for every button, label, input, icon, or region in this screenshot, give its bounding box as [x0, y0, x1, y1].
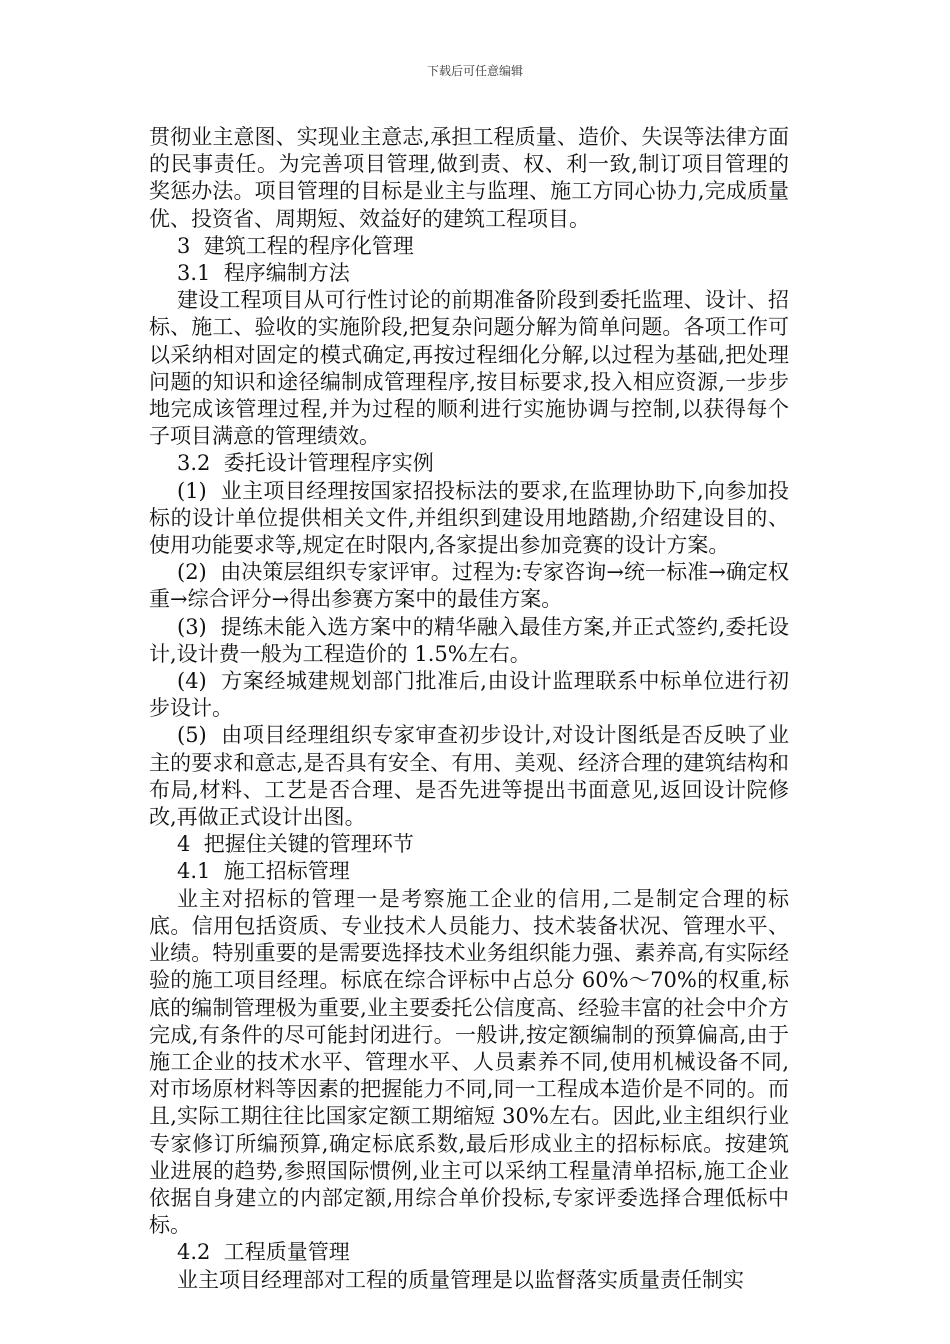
subsection-heading-4-2: 4.2 工程质量管理	[177, 1240, 350, 1265]
subsection-heading-3-2: 3.2 委托设计管理程序实例	[177, 451, 434, 476]
list-item-2: (2) 由决策层组织专家评审。过程为:专家咨询→统一标准→确定权重→综合评分→得出参赛方案中的最佳方案。	[149, 560, 789, 612]
list-item-1: (1) 业主项目经理按国家招投标法的要求,在监理协助下,向参加投标的设计单位提供相关文件,并组织到建设用地踏勘,介绍建设目的、使用功能要求等,规定在时限内,各家提出参加竞赛的设计方案。	[149, 478, 789, 558]
paragraph-intro-continuation: 贯彻业主意图、实现业主意志,承担工程质量、造价、失误等法律方面的民事责任。为完善项目管理,做到责、权、利一致,制订项目管理的奖惩办法。项目管理的目标是业主与监理、施工方同心协力,完成质量优、投资省、周期短、效益好的建筑工程项目。	[149, 125, 789, 231]
subsection-heading-4-1: 4.1 施工招标管理	[177, 859, 350, 884]
list-item-3: (3) 提练未能入选方案中的精华融入最佳方案,并正式签约,委托设计,设计费一般为工程造价的 1.5%左右。	[149, 614, 789, 666]
paragraph-3-1: 建设工程项目从可行性讨论的前期准备阶段到委托监理、设计、招标、施工、验收的实施阶段,把复杂问题分解为简单问题。各项工作可以采纳相对固定的模式确定,再按过程细化分解,以过程为基础,把处理问题的知识和途径编制成管理程序,按目标要求,投入相应资源,一步步地完成该管理过程,并为过程的顺利进行实施协调与控制,以获得每个子项目满意的管理绩效。	[149, 288, 789, 449]
paragraph-4-1: 业主对招标的管理一是考察施工企业的信用,二是制定合理的标底。信用包括资质、专业技术人员能力、技术装备状况、管理水平、业绩。特别重要的是需要选择技术业务组织能力强、素养高,有实际经验的施工项目经理。标底在综合评标中占总分 60%～70%的权重,标底的编制管理极为重要,业主要委托公信度高、经验丰富的社会中介方完成,有条件的尽可能封闭进行。一般讲,按定额编制的预算偏高,由于施工企业的技术水平、管理水平、人员素养不同,使用机械设备不同,对市场原材料等因素的把握能力不同,同一工程成本造价是不同的。而且,实际工期往往比国家定额工期缩短 30%左右。因此,业主组织行业专家修订所编预算,确定标底系数,最后形成业主的招标标底。按建筑业进展的趋势,参照国际惯例,业主可以采纳工程量清单招标,施工企业依据自身建立的内部定额,用综合单价投标,专家评委选择合理低标中标。	[149, 886, 789, 1238]
section-heading-4: 4 把握住关键的管理环节	[177, 832, 414, 857]
document-body	[149, 124, 789, 1294]
list-item-5: (5) 由项目经理组织专家审查初步设计,对设计图纸是否反映了业主的要求和意志,是否具有安全、有用、美观、经济合理的建筑结构和布局,材料、工艺是否合理、是否先进等提出书面意见,返回设计院修改,再做正式设计出图。	[149, 723, 789, 830]
section-heading-3: 3 建筑工程的程序化管理	[177, 233, 414, 258]
page-header: 下载后可任意编辑	[426, 64, 523, 78]
subsection-heading-3-1: 3.1 程序编制方法	[177, 261, 350, 286]
paragraph-4-2: 业主项目经理部对工程的质量管理是以监督落实质量责任制实	[177, 1267, 744, 1292]
list-item-4: (4) 方案经城建规划部门批准后,由设计监理联系中标单位进行初步设计。	[149, 669, 789, 721]
